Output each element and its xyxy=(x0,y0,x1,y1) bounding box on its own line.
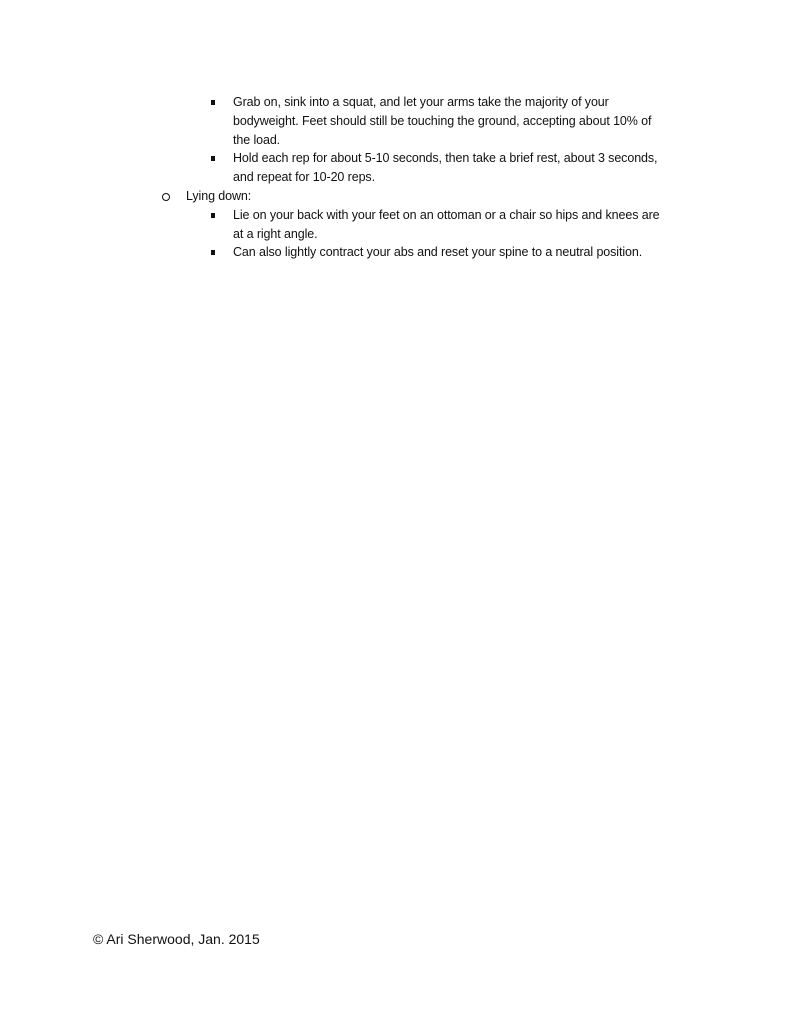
list-item-text: Can also lightly contract your abs and reset your spine to a neutral position. xyxy=(233,245,643,259)
list-item-text: bodyweight. Feet should still be touching the ground, accepting about 10% of xyxy=(233,114,652,128)
list-item-text: at a right angle. xyxy=(233,227,318,241)
square-bullet-icon xyxy=(211,213,215,218)
square-bullet-icon xyxy=(211,250,215,255)
circle-bullet-icon xyxy=(162,193,170,201)
list-item-text: Hold each rep for about 5-10 seconds, then take a brief rest, about 3 seconds, xyxy=(233,151,658,165)
list-item-text: Grab on, sink into a squat, and let your arms take the majority of your xyxy=(233,95,609,109)
square-bullet-icon xyxy=(211,100,215,105)
list-item-text: the load. xyxy=(233,133,281,147)
list-item-text: Lie on your back with your feet on an ottoman or a chair so hips and knees are xyxy=(233,208,660,222)
copyright-footer: © Ari Sherwood, Jan. 2015 xyxy=(93,931,260,947)
list-item-text: and repeat for 10-20 reps. xyxy=(233,170,375,184)
square-bullet-icon xyxy=(211,156,215,161)
list-heading: Lying down: xyxy=(186,189,252,203)
